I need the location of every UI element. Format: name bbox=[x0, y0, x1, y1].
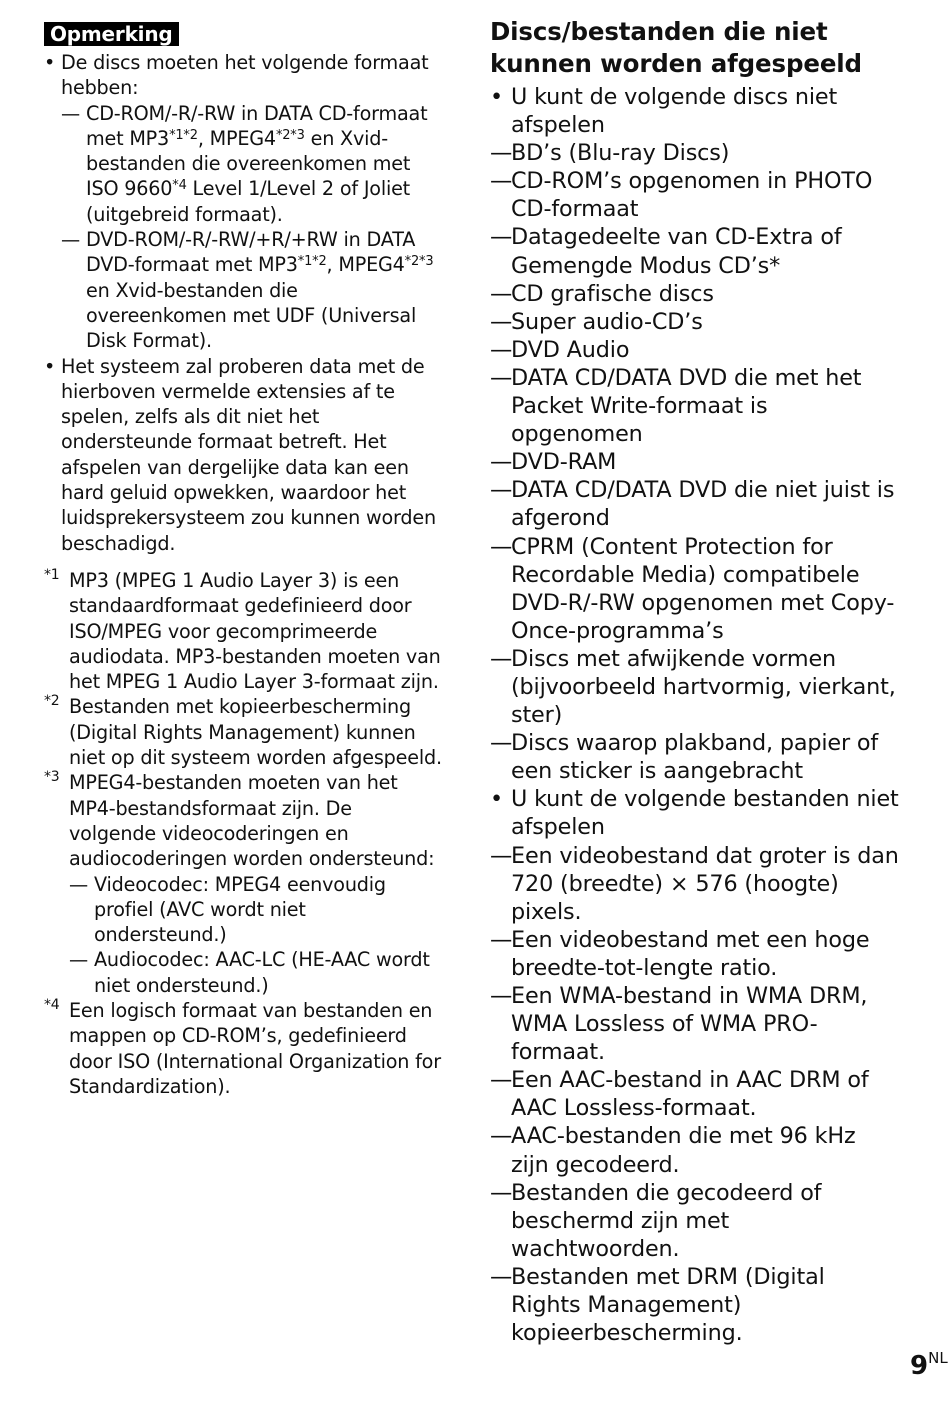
format-bullet-text: De discs moeten het volgende formaat hebben: bbox=[61, 51, 429, 100]
footnote-text: Een logisch formaat van bestanden en mappen op CD-ROM’s, gedefinieerd door ISO (International Organization for Standardization). bbox=[69, 998, 441, 1098]
page-language: NL bbox=[928, 1349, 948, 1367]
list-item: — Een WMA-bestand in WMA DRM, WMA Lossless of WMA PRO-formaat. bbox=[490, 982, 900, 1066]
codec-item: — Videocodec: MPEG4 eenvoudig profiel (AVC wordt niet ondersteund.) bbox=[69, 872, 444, 948]
section-heading: Discs/bestanden die niet kunnen worden afgespeeld bbox=[490, 17, 862, 78]
list-item: — BD’s (Blu-ray Discs) bbox=[490, 139, 900, 167]
footnote-text: Bestanden met kopieerbescherming (Digital Rights Management) kunnen niet op dit systeem worden afgespeeld. bbox=[69, 695, 442, 770]
list-item: — Bestanden met DRM (Digital Rights Management) kopieerbescherming. bbox=[490, 1263, 900, 1347]
list-item: — DATA CD/DATA DVD die met het Packet Write-formaat is opgenomen bbox=[490, 364, 900, 448]
footnote bbox=[44, 694, 444, 770]
list-item: — Datagedeelte van CD-Extra of Gemengde Modus CD’s* bbox=[490, 223, 900, 279]
footnote bbox=[44, 770, 444, 998]
format-item: — CD-ROM/-R/-RW in DATA CD-formaat met $MP3^{*1*2}$, $MPEG4^{*2*3}$ en Xvid-bestanden die overeenkomen met ISO 9660$^{*4}$ Level 1/Level 2 of Joliet (uitgebreid formaat). bbox=[61, 101, 444, 227]
list-item: — Super audio-CD’s bbox=[490, 308, 900, 336]
list-item: — AAC-bestanden die met 96 kHz zijn gecodeerd. bbox=[490, 1122, 900, 1178]
note-label: Opmerking bbox=[44, 22, 179, 46]
footnote-text: MPEG4-bestanden moeten van het MP4-bestandsformaat zijn. De volgende videocoderingen en audiocoderingen worden ondersteund: bbox=[69, 771, 435, 871]
right-column bbox=[490, 16, 900, 1347]
list-item: — DVD Audio bbox=[490, 336, 900, 364]
list-item: — CD-ROM’s opgenomen in PHOTO CD-formaat bbox=[490, 167, 900, 223]
page-number-value: 9 bbox=[910, 1351, 929, 1381]
format-bullet bbox=[44, 50, 444, 354]
footnote-mark: *2 bbox=[44, 693, 60, 710]
list-item: — Bestanden die gecodeerd of beschermd zijn met wachtwoorden. bbox=[490, 1179, 900, 1263]
list-item: — Een videobestand met een hoge breedte-tot-lengte ratio. bbox=[490, 926, 900, 982]
codec-item: — Audiocodec: AAC-LC (HE-AAC wordt niet ondersteund.) bbox=[69, 947, 444, 998]
footnote-mark: *1 bbox=[44, 566, 60, 583]
discs-list bbox=[490, 139, 900, 785]
list-item: — Discs met afwijkende vormen (bijvoorbeeld hartvormig, vierkant, ster) bbox=[490, 645, 900, 729]
list-item: — DATA CD/DATA DVD die niet juist is afgerond bbox=[490, 476, 900, 532]
footnote bbox=[44, 568, 444, 694]
footnote-mark: *3 bbox=[44, 769, 60, 786]
left-column bbox=[44, 22, 444, 1099]
footnote-text: MP3 (MPEG 1 Audio Layer 3) is een standaardformaat gedefinieerd door ISO/MPEG voor gecomprimeerde audiodata. MP3-bestanden moeten van het MPEG 1 Audio Layer 3-formaat zijn. bbox=[69, 568, 441, 694]
page-number bbox=[910, 1343, 948, 1381]
list-item: — DVD-RAM bbox=[490, 448, 900, 476]
discs-bullet: • U kunt de volgende discs niet afspelen bbox=[490, 83, 900, 139]
list-item: — Discs waarop plakband, papier of een sticker is aangebracht bbox=[490, 729, 900, 785]
footnote bbox=[44, 998, 444, 1099]
format-item: — DVD-ROM/-R/-RW/+R/+RW in DATA DVD-formaat met $MP3^{*1*2}$, $MPEG4^{*2*3}$ en Xvid-bestanden die overeenkomen met UDF (Universal Disk Format). bbox=[61, 227, 444, 353]
files-bullet: • U kunt de volgende bestanden niet afspelen bbox=[490, 785, 900, 841]
list-item: — Een videobestand dat groter is dan 720 (breedte) × 576 (hoogte) pixels. bbox=[490, 842, 900, 926]
list-item: — CPRM (Content Protection for Recordable Media) compatibele DVD-R/-RW opgenomen met Copy-Once-programma’s bbox=[490, 533, 900, 645]
list-item: — Een AAC-bestand in AAC DRM of AAC Lossless-formaat. bbox=[490, 1066, 900, 1122]
files-list bbox=[490, 842, 900, 1348]
footnote-mark: *4 bbox=[44, 996, 60, 1013]
warning-bullet: • Het systeem zal proberen data met de hierboven vermelde extensies af te spelen, zelfs als dit niet het ondersteunde formaat betreft. Het afspelen van dergelijke data kan een hard geluid opwekken, waardoor het luidsprekersysteem zou kunnen worden beschadigd. bbox=[44, 354, 444, 556]
list-item: — CD grafische discs bbox=[490, 280, 900, 308]
